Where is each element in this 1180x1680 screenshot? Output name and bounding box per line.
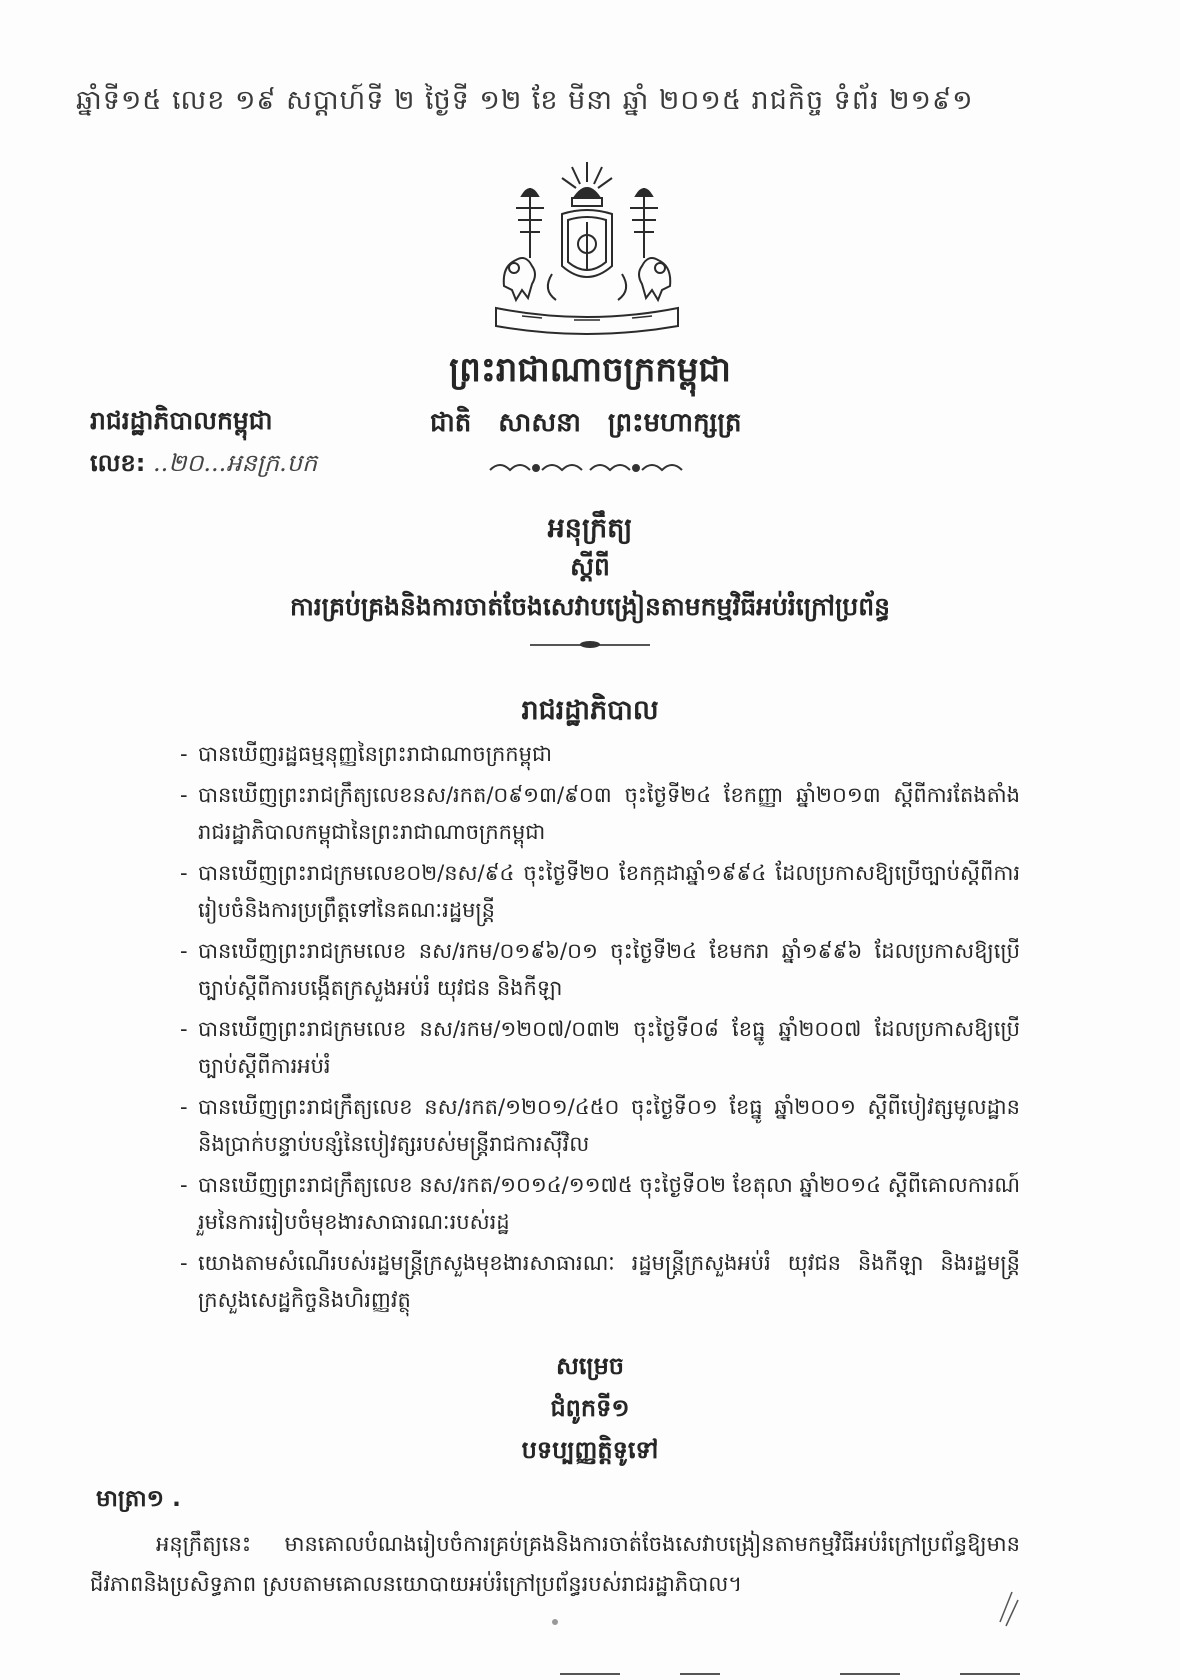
document-type: អនុក្រឹត្យ xyxy=(547,513,633,544)
article-label: មាត្រា១ . xyxy=(96,1486,181,1512)
kingdom-title: ព្រះរាជាណាចក្រកម្ពុជា xyxy=(449,350,731,390)
royal-coat-of-arms-icon xyxy=(482,158,692,336)
article-paragraph: អនុក្រឹត្យនេះ មានគោលបំណងរៀបចំការគ្រប់គ្រងនិងការចាត់ចែងសេវាបង្រៀនតាមកម្មវិធីអប់រំក្រៅប្រព័ន្ធឱ្យមានជីវភាពនិងប្រសិទ្ធភាព ស្របតាមគោលនយោបាយអប់រំក្រៅប្រព័ន្ធរបស់រាជរដ្ឋាភិបាល។ xyxy=(90,1532,1020,1596)
chapter-number: ជំពូកទី១ xyxy=(550,1394,630,1422)
gazette-header: ឆ្នាំទី១៥ លេខ ១៩ សប្តាហ៍ទី ២ ថ្ងៃទី ១២ ខែ មីនា ឆ្នាំ ២០១៥ រាជកិច្ច ទំព័រ ២១៩១ xyxy=(76,85,974,116)
document-about: ស្តីពី xyxy=(570,552,610,581)
document-subject: ការគ្រប់គ្រងនិងការចាត់ចែងសេវាបង្រៀនតាមកម្មវិធីអប់រំក្រៅប្រព័ន្ធ xyxy=(289,592,891,621)
title-divider xyxy=(530,644,650,646)
issuing-authority: រាជរដ្ឋាភិបាល xyxy=(521,695,659,726)
recitals-list xyxy=(180,736,1020,1323)
decision-heading: សម្រេច xyxy=(555,1352,625,1380)
recital-item: - បានឃើញព្រះរាជក្រឹត្យលេខនស/រកត/០៩១៣/៩០៣ ចុះថ្ងៃទី២៤ ខែកញ្ញា ឆ្នាំ២០១៣ ស្តីពីការតែងតាំងរាជរដ្ឋាភិបាលកម្ពុជានៃព្រះរាជាណាចក្រកម្ពុជា xyxy=(180,777,1020,851)
recital-item: - បានឃើញព្រះរាជក្រមលេខ០២/នស/៩៤ ចុះថ្ងៃទី២០ ខែកក្កដាឆ្នាំ១៩៩៤ ដែលប្រកាសឱ្យប្រើច្បាប់ស្តីពីការរៀបចំនិងការប្រព្រឹត្តទៅនៃគណៈរដ្ឋមន្ត្រី xyxy=(180,855,1020,929)
national-motto: ជាតិ សាសនា ព្រះមហាក្សត្រ xyxy=(430,408,742,438)
recital-item: - បានឃើញព្រះរាជក្រមលេខ នស/រកម/០១៩៦/០១ ចុះថ្ងៃទី២៤ ខែមករា ឆ្នាំ១៩៩៦ ដែលប្រកាសឱ្យប្រើច្បាប់ស្តីពីការបង្កើតក្រសួងអប់រំ យុវជន និងកីឡា xyxy=(180,933,1020,1007)
recital-item: - បានឃើញព្រះរាជក្រមលេខ នស/រកម/១២០៧/០៣២ ចុះថ្ងៃទី០៨ ខែធ្នូ ឆ្នាំ២០០៧ ដែលប្រកាសឱ្យប្រើច្បាប់ស្តីពីការអប់រំ xyxy=(180,1011,1020,1085)
government-name: រាជរដ្ឋាភិបាលកម្ពុជា xyxy=(90,406,273,435)
recital-item: - បានឃើញព្រះរាជក្រឹត្យលេខ នស/រកត/១២០១/៤៥០ ចុះថ្ងៃទី០១ ខែធ្នូ ឆ្នាំ២០០១ ស្តីពីបៀវត្សមូលដ្ឋាននិងប្រាក់បន្ទាប់បន្សំនៃបៀវត្សរបស់មន្ត្រីរាជការស៊ីវិល xyxy=(180,1089,1020,1163)
reference-value: ..២០...អនក្រ.បក xyxy=(152,449,318,477)
reference-number xyxy=(90,448,317,483)
reference-label: លេខ: xyxy=(90,449,146,477)
chapter-title: បទប្បញ្ញត្តិទូទៅ xyxy=(521,1436,659,1464)
recital-item: - បានឃើញរដ្ឋធម្មនុញ្ញនៃព្រះរាជាណាចក្រកម្ពុជា xyxy=(180,736,1020,773)
recital-item: - បានឃើញព្រះរាជក្រឹត្យលេខ នស/រកត/១០១៤/១១៧៥ ចុះថ្ងៃទី០២ ខែតុលា ឆ្នាំ២០១៤ ស្តីពីគោលការណ៍រួមនៃការរៀបចំមុខងារសាធារណៈរបស់រដ្ឋ xyxy=(180,1167,1020,1241)
ornament-divider-icon xyxy=(486,452,686,482)
recital-item: - យោងតាមសំណើរបស់រដ្ឋមន្ត្រីក្រសួងមុខងារសាធារណៈ រដ្ឋមន្ត្រីក្រសួងអប់រំ យុវជន និងកីឡា និងរដ្ឋមន្ត្រីក្រសួងសេដ្ឋកិច្ចនិងហិរញ្ញវត្ថុ xyxy=(180,1245,1020,1319)
